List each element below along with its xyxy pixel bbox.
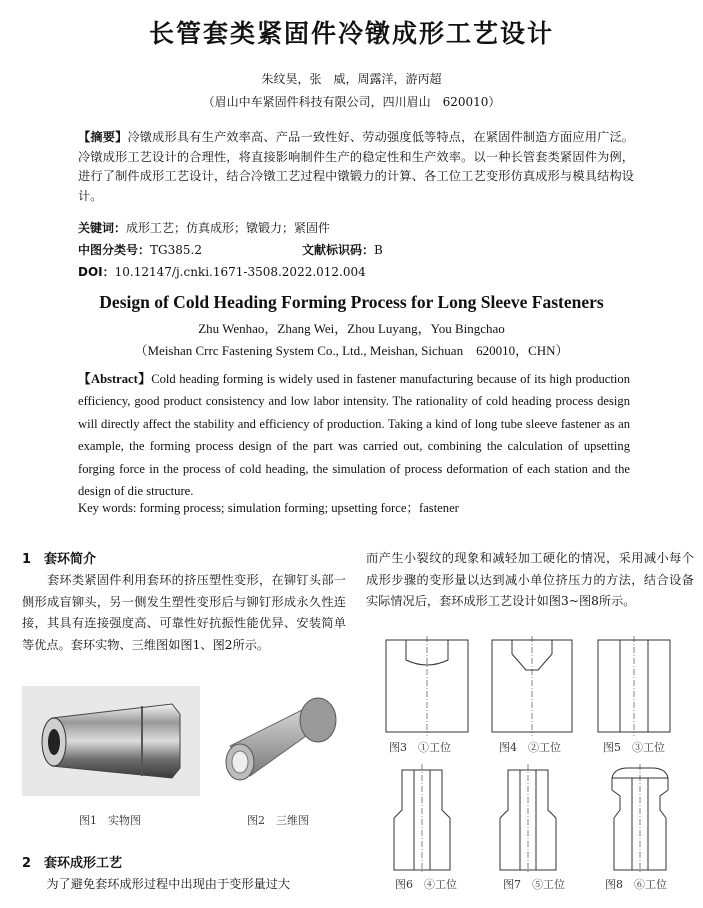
affiliation: （眉山中车紧固件科技有限公司，四川眉山 620010） bbox=[202, 95, 501, 109]
abstract-cn-label: 【摘要】 bbox=[78, 130, 128, 144]
doc-code bbox=[302, 241, 383, 258]
figure-1-photo bbox=[22, 686, 200, 796]
keywords-cn bbox=[78, 219, 330, 236]
station-2-drawing bbox=[492, 636, 572, 736]
authors: 朱纹昊，张 威，周露洋，游丙超 bbox=[261, 72, 442, 86]
abstract-cn bbox=[78, 128, 634, 206]
doc-code-text: B bbox=[374, 243, 383, 257]
figure-7-caption: 图7 ⑤工位 bbox=[503, 878, 565, 891]
doi bbox=[78, 263, 366, 280]
station-drawings bbox=[366, 630, 696, 900]
clc-label: 中图分类号： bbox=[78, 243, 151, 257]
abstract-cn-text: 冷镦成形具有生产效率高、产品一致性好、劳动强度低等特点，在紧固件制造方面应用广泛。冷镦成形工艺设计的合理性，将直接影响制件生产的稳定性和生产效率。以一种长管套类紧固件为例，进行了制件成形工艺设计，结合冷镦工艺过程中镦锻力的计算、各工位工艺变形仿真成形与模具结构设计。 bbox=[78, 130, 634, 203]
authors-en: Zhu Wenhao，Zhang Wei，Zhou Luyang，You Bingchao bbox=[198, 321, 505, 336]
station-6-drawing bbox=[612, 764, 668, 874]
paper-title-en: Design of Cold Heading Forming Process for Long Sleeve Fasteners bbox=[99, 292, 604, 312]
doi-label: DOI： bbox=[78, 265, 115, 279]
figure-6-caption: 图6 ④工位 bbox=[395, 878, 457, 891]
doc-code-label: 文献标识码： bbox=[302, 243, 375, 257]
section-1-heading: 1 套环简介 bbox=[22, 552, 97, 567]
figure-2-caption: 图2 三维图 bbox=[247, 814, 309, 827]
clc-text: TG385.2 bbox=[150, 243, 202, 257]
station-1-drawing bbox=[386, 636, 468, 736]
figure-5-caption: 图5 ③工位 bbox=[603, 741, 665, 754]
figure-1-caption: 图1 实物图 bbox=[79, 814, 141, 827]
keywords-cn-label: 关键词： bbox=[78, 221, 127, 235]
keywords-cn-text: 成形工艺；仿真成形；镦锻力；紧固件 bbox=[126, 221, 331, 235]
keywords-en: Key words: forming process; simulation forming; upsetting force；fastener bbox=[78, 501, 459, 515]
clc bbox=[78, 241, 202, 258]
figure-4-caption: 图4 ②工位 bbox=[499, 741, 561, 754]
station-3-drawing bbox=[598, 636, 670, 736]
section-2-heading: 2 套环成形工艺 bbox=[22, 856, 123, 871]
figure-8-caption: 图8 ⑥工位 bbox=[605, 878, 667, 891]
abstract-en-label: 【Abstract】 bbox=[78, 372, 152, 386]
abstract-en bbox=[78, 368, 630, 502]
right-column-text: 而产生小裂纹的现象和减轻加工硬化的情况，采用减小每个成形步骤的变形量以达到减小单位挤压力的方法，结合设备实际情况后，套环成形工艺设计如图3~图8所示。 bbox=[366, 551, 694, 608]
section-1-text: 套环类紧固件利用套环的挤压塑性变形，在铆钉头部一侧形成盲铆头，另一侧发生塑性变形后与铆钉形成永久性连接，其具有连接强度高、可靠性好抗振性能优异、安装简单等优点。套环实物、三维图如图1、图2所示。 bbox=[22, 573, 346, 652]
paper-title: 长管套类紧固件冷镦成形工艺设计 bbox=[148, 19, 554, 48]
abstract-en-text: Cold heading forming is widely used in fastener manufacturing because of its high production efficiency, good product consistency and low labor intensity. The rationality of cold heading process design will directly affect the stability and efficiency of production. Taking a kind of long tube sleeve fastener as an example, the forming process design of the part was carried out, combining the calculation of upsetting forging force in the process of cold heading, the simulation of process deformation of each station and the design of die structure. bbox=[78, 372, 630, 499]
station-5-drawing bbox=[500, 764, 556, 874]
section-2-text: 为了避免套环成形过程中出现由于变形量过大 bbox=[22, 877, 291, 891]
figure-2-3d bbox=[210, 686, 346, 796]
figure-3-caption: 图3 ①工位 bbox=[389, 741, 451, 754]
doi-text: 10.12147/j.cnki.1671-3508.2022.012.004 bbox=[114, 265, 366, 279]
station-figures bbox=[366, 630, 696, 900]
station-4-drawing bbox=[394, 764, 450, 874]
affiliation-en: （Meishan Crrc Fastening System Co., Ltd., Meishan, Sichuan 620010，CHN） bbox=[134, 343, 569, 358]
